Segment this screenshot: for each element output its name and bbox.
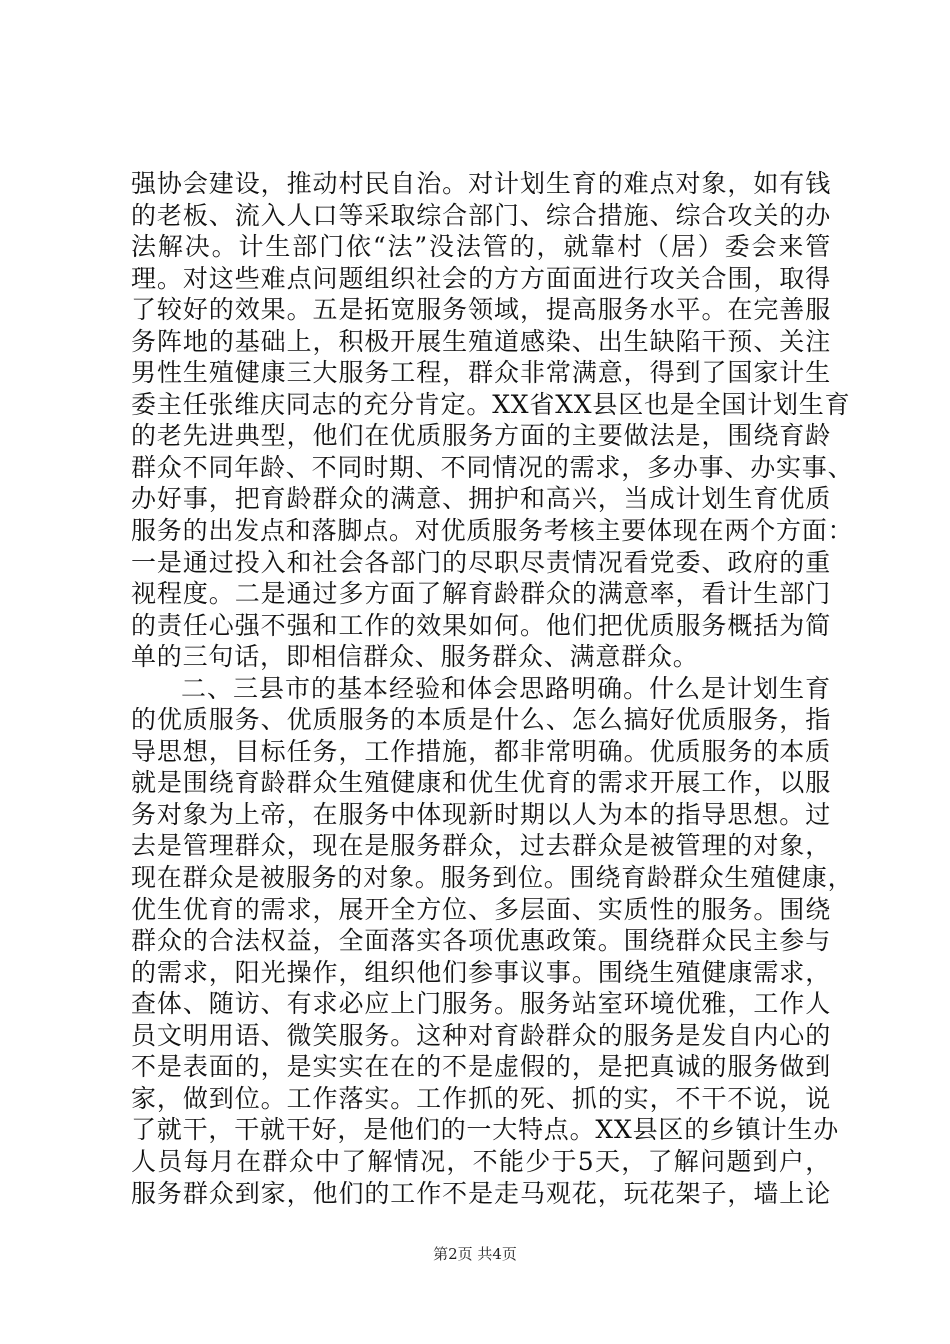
text-line: 群众的合法权益，全面落实各项优惠政策。围绕群众民主参与	[131, 926, 831, 956]
text-line: 人员每月在群众中了解情况，不能少于5天，了解问题到户，	[131, 1146, 831, 1176]
text-line: 了就干，干就干好，是他们的一大特点。XX县区的乡镇计生办	[131, 1115, 839, 1145]
text-line: 不是表面的，是实实在在的不是虚假的，是把真诚的服务做到	[131, 1052, 831, 1082]
text-line: 务对象为上帝，在服务中体现新时期以人为本的指导思想。过	[131, 799, 831, 829]
text-line: 的优质服务、优质服务的本质是什么、怎么搞好优质服务，指	[131, 705, 831, 735]
text-line: 家，做到位。工作落实。工作抓的死、抓的实，不干不说，说	[131, 1083, 831, 1113]
text-line: 的老先进典型，他们在优质服务方面的主要做法是，围绕育龄	[131, 421, 831, 451]
text-line: 就是围绕育龄群众生殖健康和优生优育的需求开展工作，以服	[131, 768, 831, 798]
text-line: 查体、随访、有求必应上门服务。服务站室环境优雅，工作人	[131, 989, 831, 1019]
text-line: 务阵地的基础上，积极开展生殖道感染、出生缺陷干预、关注	[131, 326, 831, 356]
text-line: 现在群众是被服务的对象。服务到位。围绕育龄群众生殖健康，	[131, 863, 854, 893]
text-line: 强协会建设，推动村民自治。对计划生育的难点对象，如有钱	[131, 169, 831, 198]
text-line: 导思想，目标任务，工作措施，都非常明确。优质服务的本质	[131, 736, 831, 766]
text-line: 员文明用语、微笑服务。这种对育龄群众的服务是发自内心的	[131, 1020, 831, 1050]
text-line: 理。对这些难点问题组织社会的方方面面进行攻关合围，取得	[131, 263, 831, 293]
text-line: 法解决。计生部门依“法”没法管的，就靠村（居）委会来管	[131, 232, 831, 262]
text-line: 了较好的效果。五是拓宽服务领域，提高服务水平。在完善服	[131, 295, 831, 325]
paragraph-first-line: 二、三县市的基本经验和体会思路明确。什么是计划生育	[181, 673, 831, 703]
text-line: 视程度。二是通过多方面了解育龄群众的满意率，看计生部门	[131, 579, 831, 609]
text-line: 优生优育的需求，展开全方位、多层面、实质性的服务。围绕	[131, 894, 831, 924]
document-body	[131, 168, 854, 1209]
page-footer: 第2页 共4页	[433, 1245, 517, 1263]
text-line: 男性生殖健康三大服务工程，群众非常满意，得到了国家计生	[131, 358, 831, 388]
text-line: 一是通过投入和社会各部门的尽职尽责情况看党委、政府的重	[131, 547, 831, 577]
text-line: 的老板、流入人口等采取综合部门、综合措施、综合攻关的办	[131, 200, 831, 230]
text-line: 的责任心强不强和工作的效果如何。他们把优质服务概括为简	[131, 610, 831, 640]
text-line: 办好事，把育龄群众的满意、拥护和高兴，当成计划生育优质	[131, 484, 831, 514]
text-line: 的需求，阳光操作，组织他们参事议事。围绕生殖健康需求，	[131, 957, 831, 987]
text-line: 群众不同年龄、不同时期、不同情况的需求，多办事、办实事、	[131, 452, 854, 482]
text-line: 服务群众到家，他们的工作不是走马观花，玩花架子，墙上论	[131, 1178, 831, 1208]
paragraph-last-line: 单的三句话，即相信群众、服务群众、满意群众。	[131, 642, 699, 672]
text-line: 委主任张维庆同志的充分肯定。XX省XX县区也是全国计划生育	[131, 389, 851, 419]
text-line: 去是管理群众，现在是服务群众，过去群众是被管理的对象，	[131, 831, 831, 861]
text-line: 服务的出发点和落脚点。对优质服务考核主要体现在两个方面：	[131, 516, 854, 546]
